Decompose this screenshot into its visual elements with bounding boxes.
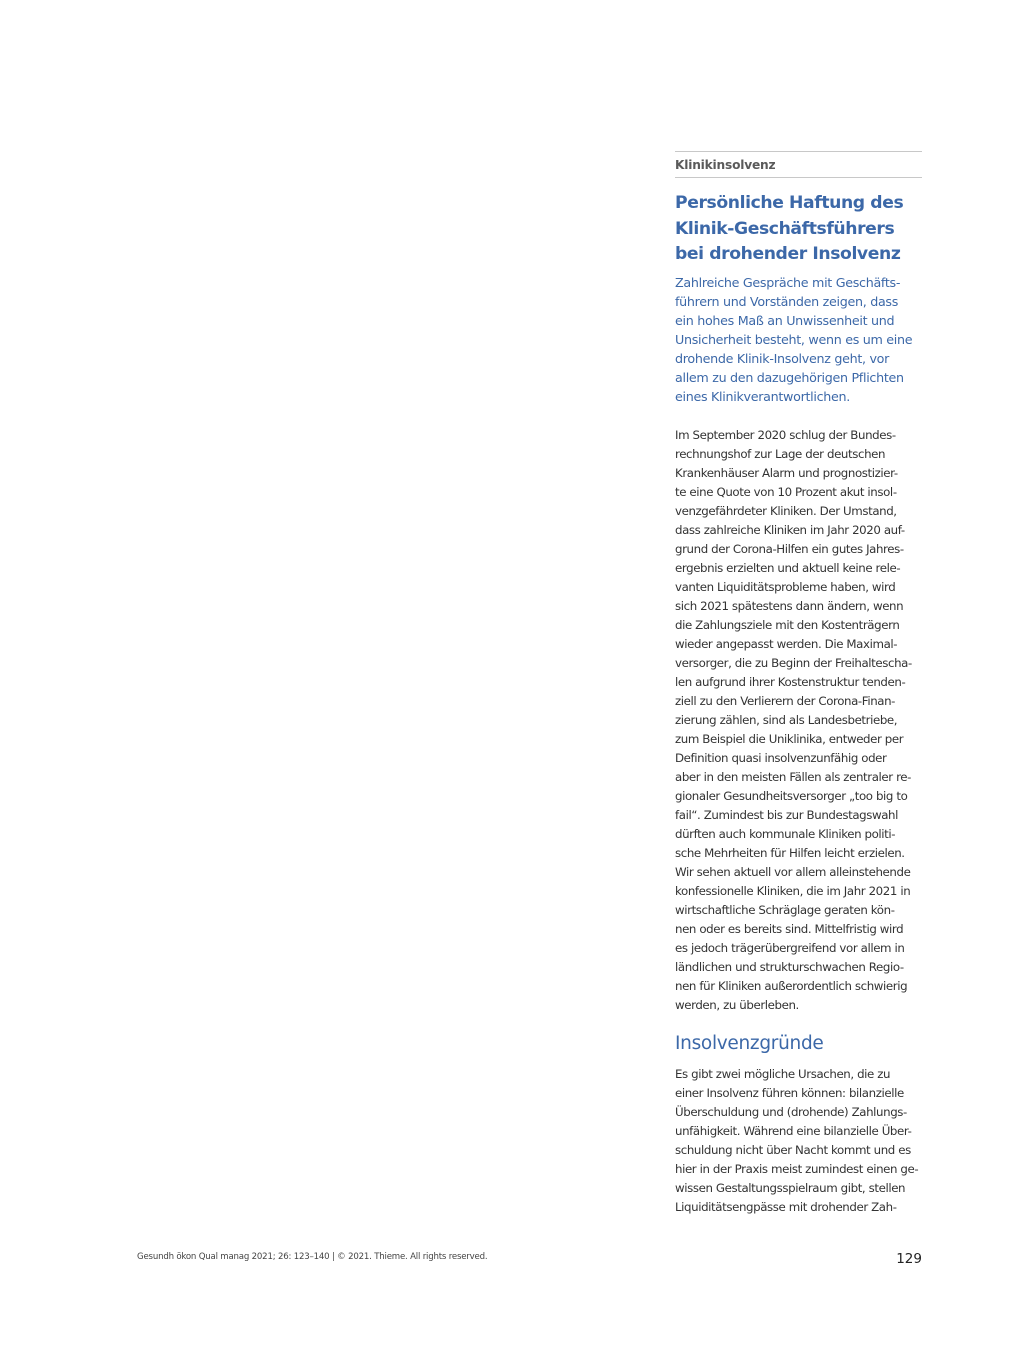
body-line: grund der Corona-Hilfen ein gutes Jahres- <box>675 541 904 556</box>
page-number: 129 <box>896 1251 922 1267</box>
body-line: te eine Quote von 10 Prozent akut insol- <box>675 484 897 499</box>
body-line: einer Insolvenz führen können: bilanzielle <box>675 1085 904 1100</box>
lead-line: allem zu den dazugehörigen Pflichten <box>675 369 904 385</box>
section-label: Klinikinsolvenz <box>675 158 776 172</box>
lead-line: drohende Klinik-Insolvenz geht, vor <box>675 350 890 366</box>
body-line: die Zahlungsziele mit den Kostenträgern <box>675 617 900 632</box>
lead-line: eines Klinikverantwortlichen. <box>675 388 851 404</box>
headline-line: bei drohender Insolvenz <box>675 244 901 264</box>
body-line: unfähigkeit. Während eine bilanzielle Über- <box>675 1123 912 1138</box>
body-line: es jedoch trägerübergreifend vor allem in <box>675 940 905 955</box>
body-line: zum Beispiel die Uniklinika, entweder per <box>675 731 904 746</box>
lead-line: Zahlreiche Gespräche mit Geschäfts- <box>675 274 901 290</box>
body-line: Wir sehen aktuell vor allem alleinstehende <box>675 864 911 879</box>
body-line: schuldung nicht über Nacht kommt und es <box>675 1142 911 1157</box>
headline-line: Persönliche Haftung des <box>675 193 904 213</box>
body-line: Krankenhäuser Alarm und prognostizier- <box>675 465 898 480</box>
body-line: len aufgrund ihrer Kostenstruktur tenden- <box>675 674 906 689</box>
body-line: Liquiditätsengpässe mit drohender Zah- <box>675 1199 897 1214</box>
body-line: ländlichen und strukturschwachen Regio- <box>675 959 904 974</box>
body-line: dürften auch kommunale Kliniken politi- <box>675 826 896 841</box>
body-line: gionaler Gesundheitsversorger „too big to <box>675 788 908 803</box>
lead-line: ein hohes Maß an Unwissenheit und <box>675 312 895 328</box>
lead-line: führern und Vorständen zeigen, dass <box>675 293 899 309</box>
body-line: nen oder es bereits sind. Mittelfristig wird <box>675 921 904 936</box>
article-headline <box>675 191 922 268</box>
body-line: Es gibt zwei mögliche Ursachen, die zu <box>675 1066 891 1081</box>
headline-line: Klinik-Geschäftsführers <box>675 218 895 239</box>
body-paragraph-2 <box>675 1065 922 1217</box>
body-line: wissen Gestaltungsspielraum gibt, stellen <box>675 1180 906 1195</box>
body-line: vanten Liquiditätsprobleme haben, wird <box>675 579 896 594</box>
body-paragraph-1 <box>675 426 922 1015</box>
body-line: venzgefährdeter Kliniken. Der Umstand, <box>675 503 897 518</box>
body-line: aber in den meisten Fällen als zentraler re- <box>675 769 911 784</box>
body-line: Im September 2020 schlug der Bundes- <box>675 427 896 442</box>
body-line: werden, zu überleben. <box>675 997 799 1012</box>
body-line: Definition quasi insolvenzunfähig oder <box>675 750 887 765</box>
lead-line: Unsicherheit besteht, wenn es um eine <box>675 331 913 347</box>
body-line: Überschuldung und (drohende) Zahlungs- <box>675 1104 907 1119</box>
body-line: versorger, die zu Beginn der Freihaltescha- <box>675 655 912 670</box>
body-line: sche Mehrheiten für Hilfen leicht erzielen. <box>675 845 905 860</box>
body-line: wieder angepasst werden. Die Maximal- <box>675 636 898 651</box>
footer-citation: Gesundh ökon Qual manag 2021; 26: 123–140 | © 2021. Thieme. All rights reserved. <box>137 1252 488 1262</box>
section-rule <box>675 177 922 178</box>
article-lead <box>675 273 922 406</box>
body-line: dass zahlreiche Kliniken im Jahr 2020 auf- <box>675 522 905 537</box>
body-line: sich 2021 spätestens dann ändern, wenn <box>675 598 904 613</box>
article-column <box>675 151 922 1217</box>
section-subheading: Insolvenzgründe <box>675 1032 824 1054</box>
body-line: zierung zählen, sind als Landesbetriebe, <box>675 712 898 727</box>
body-line: konfessionelle Kliniken, die im Jahr 2021 in <box>675 883 911 898</box>
body-line: fail“. Zumindest bis zur Bundestagswahl <box>675 807 899 822</box>
body-line: ziell zu den Verlierern der Corona-Finan- <box>675 693 896 708</box>
body-line: wirtschaftliche Schräglage geraten kön- <box>675 902 895 917</box>
body-line: rechnungshof zur Lage der deutschen <box>675 446 886 461</box>
body-line: hier in der Praxis meist zumindest einen ge- <box>675 1161 919 1176</box>
body-line: nen für Kliniken außerordentlich schwierig <box>675 978 908 993</box>
body-line: ergebnis erzielten und aktuell keine rele- <box>675 560 901 575</box>
